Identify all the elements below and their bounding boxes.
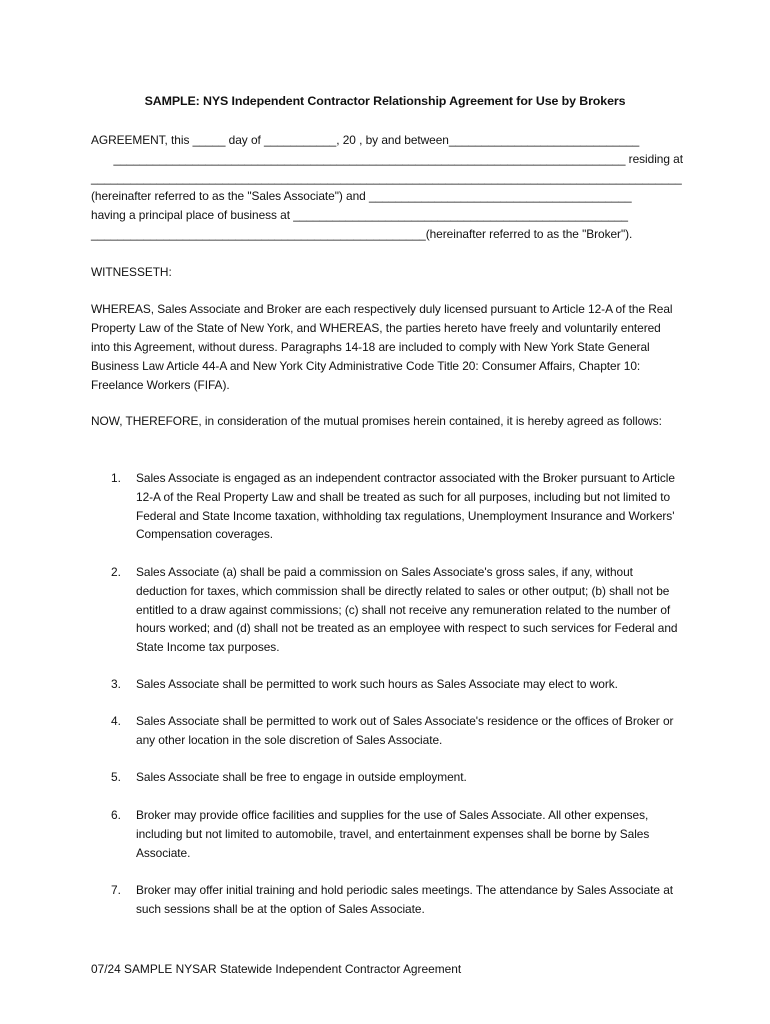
- list-item-text: Broker may offer initial training and hold periodic sales meetings. The attendance by Sales Associate at such sessions shall be at the option of Sales Associate.: [136, 883, 674, 916]
- whereas-paragraph: WHEREAS, Sales Associate and Broker are each respectively duly licensed pursuant to Article 12-A of the Real Property Law of the State of New York, and WHEREAS, the parties hereto have freely and voluntarily entered into this Agreement, without duress. Paragraphs 14-18 are included to comply with New York State General Business Law Article 44-A and New York City Administrative Code Title 20: Consumer Affairs, Chapter 10: Freelance Workers (FIFA).: [91, 302, 673, 392]
- agreement-line-2: ______________________________________________________________________________ residing at: [113, 152, 683, 166]
- agreement-line-5: having a principal place of business at ___________________________________________________: [91, 208, 628, 222]
- list-item-number: 2.: [111, 565, 121, 579]
- agreement-line-6: ___________________________________________________(hereinafter referred to as the "Broker").: [91, 227, 633, 241]
- witnesseth-heading: WITNESSETH:: [91, 265, 172, 279]
- list-item-text: Broker may provide office facilities and supplies for the use of Sales Associate. All other expenses, including but not limited to automobile, travel, and entertainment expenses shall be borne by Sales Associate.: [136, 808, 650, 860]
- document-title: SAMPLE: NYS Independent Contractor Relationship Agreement for Use by Brokers: [144, 94, 626, 108]
- list-item-text: Sales Associate shall be permitted to work out of Sales Associate's residence or the offices of Broker or any other location in the sole discretion of Sales Associate.: [136, 714, 674, 747]
- list-item-number: 4.: [111, 714, 121, 728]
- agreement-line-3: __________________________________________________________________________________________: [91, 171, 682, 185]
- list-item-number: 7.: [111, 883, 121, 897]
- agreement-line-4: (hereinafter referred to as the "Sales Associate") and ________________________________________: [91, 189, 632, 203]
- agreement-line-1: AGREEMENT, this _____ day of ___________, 20 , by and between_____________________________: [91, 133, 640, 147]
- list-item-number: 1.: [111, 471, 121, 485]
- list-item-text: Sales Associate shall be free to engage in outside employment.: [136, 770, 467, 784]
- list-item-number: 6.: [111, 808, 121, 822]
- now-therefore-paragraph: NOW, THEREFORE, in consideration of the mutual promises herein contained, it is hereby agreed as follows:: [91, 414, 662, 428]
- list-item-text: Sales Associate shall be permitted to work such hours as Sales Associate may elect to work.: [136, 677, 618, 691]
- list-item-text: Sales Associate (a) shall be paid a commission on Sales Associate's gross sales, if any, without deduction for taxes, which commission shall be directly related to sales or other output; (b) shall not be entitled to a draw against commissions; (c) shall not receive any remuneration related to the number of hours worked; and (d) shall not be treated as an employee with respect to such services for Federal and State Income tax purposes.: [136, 565, 678, 655]
- page-footer: 07/24 SAMPLE NYSAR Statewide Independent Contractor Agreement: [91, 962, 462, 976]
- list-item-number: 3.: [111, 677, 121, 691]
- list-item-text: Sales Associate is engaged as an independent contractor associated with the Broker pursuant to Article 12-A of the Real Property Law and shall be treated as such for all purposes, including but not limited to Federal and State Income taxation, withholding tax regulations, Unemployment Insurance and Workers' Compensation coverages.: [136, 471, 675, 542]
- list-item-number: 5.: [111, 770, 121, 784]
